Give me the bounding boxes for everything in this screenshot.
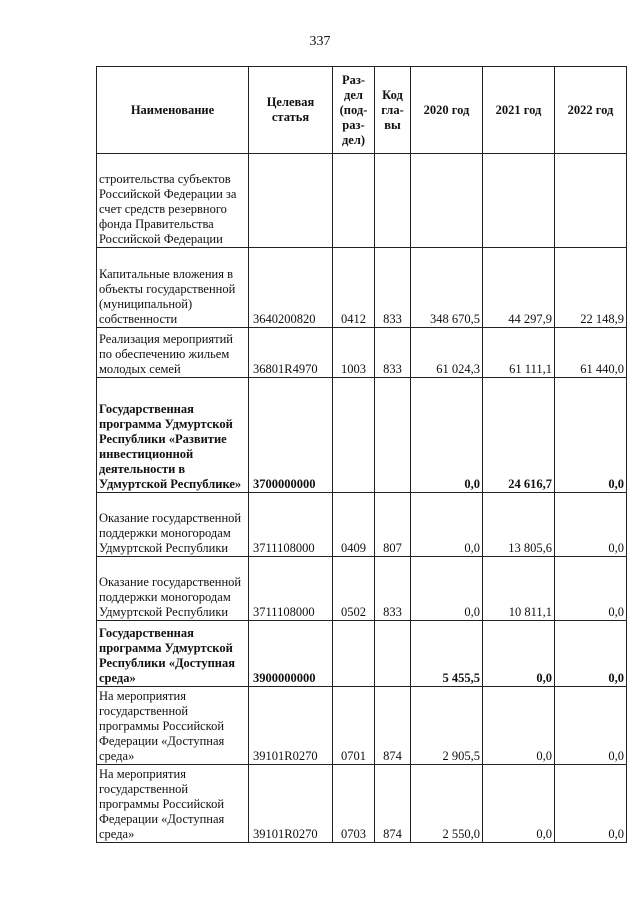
cell-2020: 61 024,3 — [411, 328, 483, 378]
cell-target: 36801R4970 — [249, 328, 333, 378]
page-number: 337 — [309, 34, 331, 49]
cell-chapter — [375, 378, 411, 493]
cell-section: 0502 — [333, 557, 375, 621]
cell-2021: 0,0 — [483, 687, 555, 765]
cell-2021: 24 616,7 — [483, 378, 555, 493]
cell-name: На мероприятия государственной программы Российской Федерации «Доступная среда» — [97, 765, 249, 843]
header-row — [97, 67, 627, 154]
cell-2020: 0,0 — [411, 557, 483, 621]
cell-chapter: 874 — [375, 687, 411, 765]
cell-2022: 0,0 — [555, 621, 627, 687]
table-row — [97, 154, 627, 248]
cell-section: 0703 — [333, 765, 375, 843]
cell-2020: 348 670,5 — [411, 248, 483, 328]
cell-target: 3711108000 — [249, 493, 333, 557]
cell-section — [333, 378, 375, 493]
cell-chapter: 874 — [375, 765, 411, 843]
table-row — [97, 493, 627, 557]
cell-chapter — [375, 621, 411, 687]
cell-2021: 13 805,6 — [483, 493, 555, 557]
cell-target: 3700000000 — [249, 378, 333, 493]
cell-2022: 0,0 — [555, 557, 627, 621]
header-2021: 2021 год — [483, 67, 555, 154]
header-target: Целевая статья — [249, 67, 333, 154]
cell-name: На мероприятия государственной программы Российской Федерации «Доступная среда» — [97, 687, 249, 765]
cell-2021 — [483, 154, 555, 248]
cell-2021: 10 811,1 — [483, 557, 555, 621]
table-row — [97, 378, 627, 493]
cell-2022: 22 148,9 — [555, 248, 627, 328]
header-2020: 2020 год — [411, 67, 483, 154]
cell-2021: 0,0 — [483, 621, 555, 687]
cell-chapter: 833 — [375, 557, 411, 621]
cell-2021: 0,0 — [483, 765, 555, 843]
cell-2020: 2 550,0 — [411, 765, 483, 843]
cell-section: 0409 — [333, 493, 375, 557]
cell-2020: 2 905,5 — [411, 687, 483, 765]
cell-section — [333, 621, 375, 687]
table-row — [97, 328, 627, 378]
cell-name: Оказание государственной поддержки моногородам Удмуртской Республики — [97, 557, 249, 621]
cell-2022: 0,0 — [555, 765, 627, 843]
cell-2020: 5 455,5 — [411, 621, 483, 687]
cell-section: 0412 — [333, 248, 375, 328]
cell-name: Государственная программа Удмуртской Республики «Доступная среда» — [97, 621, 249, 687]
cell-2021: 44 297,9 — [483, 248, 555, 328]
cell-target: 39101R0270 — [249, 687, 333, 765]
cell-chapter: 807 — [375, 493, 411, 557]
cell-name: строительства субъектов Российской Федерации за счет средств резервного фонда Правительства Российской Федерации — [97, 154, 249, 248]
table-row — [97, 765, 627, 843]
cell-name: Государственная программа Удмуртской Республики «Развитие инвестиционной деятельности в Удмуртской Республике» — [97, 378, 249, 493]
cell-name: Реализация мероприятий по обеспечению жильем молодых семей — [97, 328, 249, 378]
cell-2020: 0,0 — [411, 378, 483, 493]
cell-target: 39101R0270 — [249, 765, 333, 843]
cell-2022 — [555, 154, 627, 248]
cell-target — [249, 154, 333, 248]
cell-name: Оказание государственной поддержки моногородам Удмуртской Республики — [97, 493, 249, 557]
table-row — [97, 621, 627, 687]
cell-chapter: 833 — [375, 248, 411, 328]
header-section: Раз-дел (под-раз-дел) — [333, 67, 375, 154]
cell-2021: 61 111,1 — [483, 328, 555, 378]
cell-name: Капитальные вложения в объекты государственной (муниципальной) собственности — [97, 248, 249, 328]
header-name: Наименование — [97, 67, 249, 154]
budget-table — [96, 66, 627, 843]
cell-2022: 0,0 — [555, 378, 627, 493]
cell-chapter: 833 — [375, 328, 411, 378]
cell-2020 — [411, 154, 483, 248]
table-row — [97, 687, 627, 765]
cell-target: 3640200820 — [249, 248, 333, 328]
cell-target: 3900000000 — [249, 621, 333, 687]
cell-target: 3711108000 — [249, 557, 333, 621]
table-row — [97, 557, 627, 621]
cell-2022: 61 440,0 — [555, 328, 627, 378]
header-chapter: Код гла-вы — [375, 67, 411, 154]
cell-2022: 0,0 — [555, 493, 627, 557]
header-2022: 2022 год — [555, 67, 627, 154]
cell-2020: 0,0 — [411, 493, 483, 557]
cell-chapter — [375, 154, 411, 248]
cell-section — [333, 154, 375, 248]
cell-2022: 0,0 — [555, 687, 627, 765]
table-row — [97, 248, 627, 328]
cell-section: 1003 — [333, 328, 375, 378]
cell-section: 0701 — [333, 687, 375, 765]
